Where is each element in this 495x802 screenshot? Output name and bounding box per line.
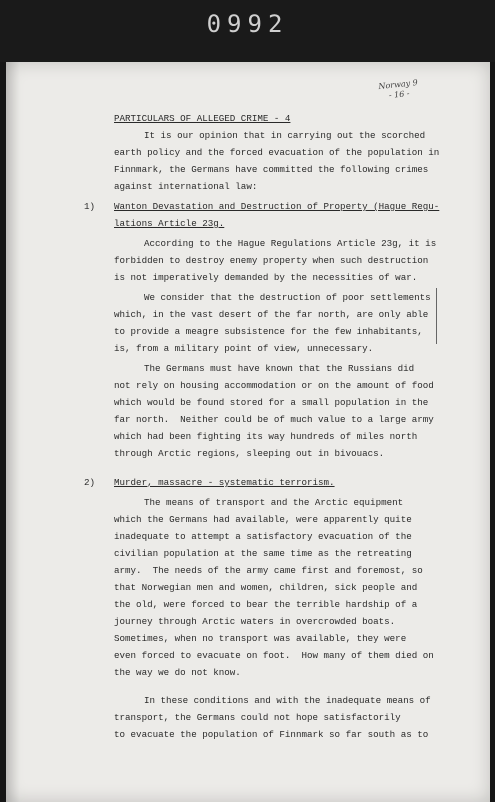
text-line: which the Germans had available, were apparently quite [114,514,412,525]
text-line: forbidden to destroy enemy property when such destruction [114,255,429,266]
text-line: even forced to evacuate on foot. How many of them died on [114,650,434,661]
text-line: transport, the Germans could not hope satisfactorily [114,712,401,723]
text-line: the old, were forced to bear the terrible hardship of a [114,599,418,610]
margin-note-line: Norway 9 [377,77,418,92]
text-line: that Norwegian men and women, children, sick people and [114,582,418,593]
text-line: We consider that the destruction of poor settlements [144,292,431,303]
frame-number: 0992 [206,10,289,38]
text-line: far north. Neither could be of much value to a large army [114,414,434,425]
section-title: Wanton Devastation and Destruction of Property (Hague Regu- [114,201,440,212]
microfilm-header [0,0,495,62]
text-line: against international law: [114,181,258,192]
text-line: which would be found stored for a small population in the [114,397,429,408]
margin-note-line: - 16 - [388,88,410,101]
text-line: Sometimes, when no transport was available, they were [114,633,407,644]
text-line: It is our opinion that in carrying out the scorched [144,130,426,141]
text-line: to provide a meagre subsistence for the few inhabitants, [114,326,423,337]
text-line: is not imperatively demanded by the necessities of war. [114,272,418,283]
text-line: In these conditions and with the inadequate means of [144,695,431,706]
text-line: According to the Hague Regulations Article 23g, it is [144,238,437,249]
text-line: civilian population at the same time as the retreating [114,548,412,559]
text-line: army. The needs of the army came first and foremost, so [114,565,423,576]
text-line: The means of transport and the Arctic equipment [144,497,404,508]
section-title: lations Article 23g. [114,218,225,229]
page-heading: PARTICULARS OF ALLEGED CRIME - 4 [114,113,291,124]
text-line: earth policy and the forced evacuation of the population in [114,147,440,158]
handwritten-margin-note [378,78,419,102]
text-line: not rely on housing accommodation or on the amount of food [114,380,434,391]
text-line: through Arctic regions, sleeping out in bivouacs. [114,448,385,459]
section-number: 1) [84,201,96,212]
margin-mark [436,288,437,344]
text-line: inadequate to attempt a satisfactory evacuation of the [114,531,412,542]
text-line: which, in the vast desert of the far north, are only able [114,309,429,320]
text-line: is, from a military point of view, unnecessary. [114,343,374,354]
text-line: journey through Arctic waters in overcrowded boats. [114,616,396,627]
section-number: 2) [84,477,96,488]
text-line: the way we do not know. [114,667,241,678]
section-title: Murder, massacre - systematic terrorism. [114,477,335,488]
text-line: to evacuate the population of Finnmark so far south as to [114,729,429,740]
text-line: The Germans must have known that the Russians did [144,363,415,374]
text-line: which had been fighting its way hundreds of miles north [114,431,418,442]
document-page [6,62,490,802]
text-line: Finnmark, the Germans have committed the following crimes [114,164,429,175]
